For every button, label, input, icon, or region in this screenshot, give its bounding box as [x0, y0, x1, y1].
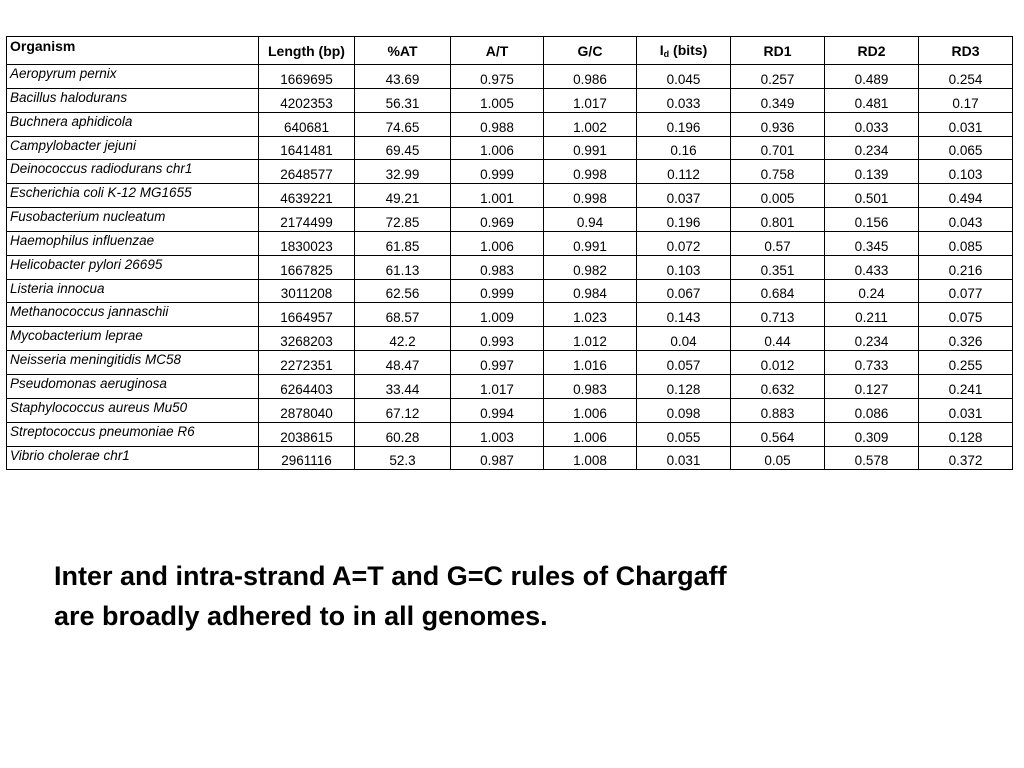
cell-rd3: 0.031 [919, 398, 1013, 422]
header-id-sub: d [663, 49, 670, 59]
header-organism: Organism [7, 37, 259, 65]
cell-rd1: 0.801 [731, 208, 825, 232]
cell-organism: Helicobacter pylori 26695 [7, 255, 259, 279]
cell-organism: Buchnera aphidicola [7, 112, 259, 136]
cell-a-t-ratio: 0.987 [451, 446, 544, 470]
caption-line-1: Inter and intra-strand A=T and G=C rules of Chargaff [54, 561, 727, 591]
cell-id-bits: 0.103 [637, 255, 731, 279]
cell-a-t-ratio: 1.006 [451, 231, 544, 255]
cell-organism: Mycobacterium leprae [7, 327, 259, 351]
cell-at-percent: 60.28 [355, 422, 451, 446]
cell-length: 2961116 [259, 446, 355, 470]
cell-rd1: 0.005 [731, 184, 825, 208]
cell-id-bits: 0.128 [637, 374, 731, 398]
cell-at-percent: 68.57 [355, 303, 451, 327]
cell-rd3: 0.065 [919, 136, 1013, 160]
header-rd1: RD1 [731, 37, 825, 65]
cell-rd1: 0.936 [731, 112, 825, 136]
cell-organism: Escherichia coli K-12 MG1655 [7, 184, 259, 208]
cell-rd2: 0.309 [825, 422, 919, 446]
cell-rd3: 0.031 [919, 112, 1013, 136]
cell-rd3: 0.085 [919, 231, 1013, 255]
cell-rd1: 0.632 [731, 374, 825, 398]
cell-a-t-ratio: 0.999 [451, 279, 544, 303]
cell-g-c-ratio: 1.002 [544, 112, 637, 136]
cell-at-percent: 42.2 [355, 327, 451, 351]
cell-at-percent: 49.21 [355, 184, 451, 208]
cell-a-t-ratio: 1.003 [451, 422, 544, 446]
table-row [7, 136, 1013, 160]
cell-length: 2174499 [259, 208, 355, 232]
cell-rd2: 0.127 [825, 374, 919, 398]
cell-length: 640681 [259, 112, 355, 136]
table-row [7, 112, 1013, 136]
header-a-t-ratio: A/T [451, 37, 544, 65]
cell-length: 4202353 [259, 88, 355, 112]
cell-organism: Pseudomonas aeruginosa [7, 374, 259, 398]
cell-g-c-ratio: 0.983 [544, 374, 637, 398]
cell-rd3: 0.043 [919, 208, 1013, 232]
cell-rd3: 0.216 [919, 255, 1013, 279]
header-g-c-ratio: G/C [544, 37, 637, 65]
header-rd2: RD2 [825, 37, 919, 65]
cell-rd3: 0.128 [919, 422, 1013, 446]
cell-id-bits: 0.16 [637, 136, 731, 160]
cell-at-percent: 61.85 [355, 231, 451, 255]
cell-id-bits: 0.112 [637, 160, 731, 184]
cell-id-bits: 0.057 [637, 351, 731, 375]
cell-rd2: 0.345 [825, 231, 919, 255]
cell-rd3: 0.103 [919, 160, 1013, 184]
cell-a-t-ratio: 0.993 [451, 327, 544, 351]
cell-at-percent: 52.3 [355, 446, 451, 470]
table-row [7, 208, 1013, 232]
cell-rd1: 0.351 [731, 255, 825, 279]
cell-rd3: 0.077 [919, 279, 1013, 303]
cell-length: 1669695 [259, 65, 355, 89]
cell-rd1: 0.883 [731, 398, 825, 422]
cell-rd2: 0.156 [825, 208, 919, 232]
cell-g-c-ratio: 0.982 [544, 255, 637, 279]
genome-statistics-table [6, 36, 1013, 470]
cell-length: 2038615 [259, 422, 355, 446]
table-row [7, 327, 1013, 351]
cell-rd3: 0.17 [919, 88, 1013, 112]
cell-organism: Aeropyrum pernix [7, 65, 259, 89]
cell-rd1: 0.564 [731, 422, 825, 446]
cell-a-t-ratio: 0.994 [451, 398, 544, 422]
cell-rd2: 0.489 [825, 65, 919, 89]
cell-rd1: 0.012 [731, 351, 825, 375]
cell-length: 1641481 [259, 136, 355, 160]
cell-length: 1664957 [259, 303, 355, 327]
cell-organism: Neisseria meningitidis MC58 [7, 351, 259, 375]
cell-organism: Vibrio cholerae chr1 [7, 446, 259, 470]
cell-length: 3011208 [259, 279, 355, 303]
cell-id-bits: 0.067 [637, 279, 731, 303]
cell-id-bits: 0.143 [637, 303, 731, 327]
cell-a-t-ratio: 0.983 [451, 255, 544, 279]
cell-length: 1667825 [259, 255, 355, 279]
cell-rd1: 0.44 [731, 327, 825, 351]
cell-organism: Deinococcus radiodurans chr1 [7, 160, 259, 184]
cell-g-c-ratio: 0.991 [544, 231, 637, 255]
cell-g-c-ratio: 0.984 [544, 279, 637, 303]
cell-at-percent: 33.44 [355, 374, 451, 398]
cell-g-c-ratio: 0.991 [544, 136, 637, 160]
cell-rd2: 0.234 [825, 136, 919, 160]
cell-rd3: 0.326 [919, 327, 1013, 351]
header-at-percent: %AT [355, 37, 451, 65]
cell-at-percent: 56.31 [355, 88, 451, 112]
cell-rd2: 0.24 [825, 279, 919, 303]
cell-g-c-ratio: 0.998 [544, 160, 637, 184]
cell-g-c-ratio: 1.006 [544, 398, 637, 422]
table-row [7, 351, 1013, 375]
genome-table-container [6, 36, 1012, 470]
cell-rd3: 0.241 [919, 374, 1013, 398]
cell-a-t-ratio: 0.997 [451, 351, 544, 375]
table-row [7, 374, 1013, 398]
cell-g-c-ratio: 0.94 [544, 208, 637, 232]
table-row [7, 231, 1013, 255]
cell-length: 2648577 [259, 160, 355, 184]
slide-caption [54, 556, 954, 636]
cell-rd2: 0.733 [825, 351, 919, 375]
table-row [7, 279, 1013, 303]
cell-rd2: 0.086 [825, 398, 919, 422]
cell-g-c-ratio: 0.986 [544, 65, 637, 89]
cell-a-t-ratio: 1.006 [451, 136, 544, 160]
cell-rd2: 0.211 [825, 303, 919, 327]
cell-at-percent: 62.56 [355, 279, 451, 303]
cell-at-percent: 69.45 [355, 136, 451, 160]
header-id-bits [637, 37, 731, 65]
cell-id-bits: 0.072 [637, 231, 731, 255]
cell-organism: Listeria innocua [7, 279, 259, 303]
header-length: Length (bp) [259, 37, 355, 65]
cell-a-t-ratio: 0.975 [451, 65, 544, 89]
cell-rd1: 0.257 [731, 65, 825, 89]
cell-length: 2878040 [259, 398, 355, 422]
cell-rd1: 0.758 [731, 160, 825, 184]
table-row [7, 184, 1013, 208]
cell-length: 2272351 [259, 351, 355, 375]
cell-length: 1830023 [259, 231, 355, 255]
cell-rd2: 0.433 [825, 255, 919, 279]
cell-rd2: 0.033 [825, 112, 919, 136]
header-id-main: I [659, 42, 664, 58]
cell-at-percent: 67.12 [355, 398, 451, 422]
table-row [7, 65, 1013, 89]
cell-rd3: 0.254 [919, 65, 1013, 89]
cell-organism: Bacillus halodurans [7, 88, 259, 112]
cell-organism: Fusobacterium nucleatum [7, 208, 259, 232]
cell-at-percent: 61.13 [355, 255, 451, 279]
cell-rd1: 0.57 [731, 231, 825, 255]
cell-id-bits: 0.033 [637, 88, 731, 112]
cell-g-c-ratio: 1.006 [544, 422, 637, 446]
cell-at-percent: 32.99 [355, 160, 451, 184]
cell-a-t-ratio: 1.005 [451, 88, 544, 112]
cell-id-bits: 0.04 [637, 327, 731, 351]
cell-organism: Haemophilus influenzae [7, 231, 259, 255]
cell-at-percent: 48.47 [355, 351, 451, 375]
cell-g-c-ratio: 1.012 [544, 327, 637, 351]
cell-g-c-ratio: 1.008 [544, 446, 637, 470]
cell-a-t-ratio: 0.969 [451, 208, 544, 232]
table-header-row [7, 37, 1013, 65]
cell-organism: Staphylococcus aureus Mu50 [7, 398, 259, 422]
table-row [7, 422, 1013, 446]
cell-length: 6264403 [259, 374, 355, 398]
cell-length: 3268203 [259, 327, 355, 351]
table-row [7, 160, 1013, 184]
cell-a-t-ratio: 0.988 [451, 112, 544, 136]
cell-rd1: 0.05 [731, 446, 825, 470]
cell-rd1: 0.349 [731, 88, 825, 112]
cell-id-bits: 0.045 [637, 65, 731, 89]
cell-id-bits: 0.196 [637, 112, 731, 136]
table-row [7, 398, 1013, 422]
cell-organism: Streptococcus pneumoniae R6 [7, 422, 259, 446]
cell-a-t-ratio: 1.001 [451, 184, 544, 208]
cell-id-bits: 0.098 [637, 398, 731, 422]
cell-rd2: 0.139 [825, 160, 919, 184]
table-row [7, 446, 1013, 470]
cell-organism: Campylobacter jejuni [7, 136, 259, 160]
cell-g-c-ratio: 0.998 [544, 184, 637, 208]
cell-organism: Methanococcus jannaschii [7, 303, 259, 327]
cell-rd2: 0.234 [825, 327, 919, 351]
caption-line-2: are broadly adhered to in all genomes. [54, 601, 548, 631]
cell-at-percent: 74.65 [355, 112, 451, 136]
cell-length: 4639221 [259, 184, 355, 208]
cell-g-c-ratio: 1.016 [544, 351, 637, 375]
cell-at-percent: 43.69 [355, 65, 451, 89]
cell-id-bits: 0.055 [637, 422, 731, 446]
cell-g-c-ratio: 1.017 [544, 88, 637, 112]
cell-id-bits: 0.196 [637, 208, 731, 232]
cell-id-bits: 0.037 [637, 184, 731, 208]
cell-rd2: 0.481 [825, 88, 919, 112]
cell-a-t-ratio: 1.009 [451, 303, 544, 327]
cell-at-percent: 72.85 [355, 208, 451, 232]
cell-rd3: 0.255 [919, 351, 1013, 375]
cell-g-c-ratio: 1.023 [544, 303, 637, 327]
cell-rd1: 0.684 [731, 279, 825, 303]
table-row [7, 88, 1013, 112]
cell-a-t-ratio: 1.017 [451, 374, 544, 398]
cell-rd2: 0.578 [825, 446, 919, 470]
cell-id-bits: 0.031 [637, 446, 731, 470]
cell-rd3: 0.372 [919, 446, 1013, 470]
cell-rd3: 0.075 [919, 303, 1013, 327]
table-row [7, 303, 1013, 327]
table-row [7, 255, 1013, 279]
cell-rd1: 0.701 [731, 136, 825, 160]
cell-rd2: 0.501 [825, 184, 919, 208]
header-rd3: RD3 [919, 37, 1013, 65]
cell-rd1: 0.713 [731, 303, 825, 327]
header-id-unit: (bits) [669, 42, 708, 58]
table-body [7, 65, 1013, 470]
cell-a-t-ratio: 0.999 [451, 160, 544, 184]
cell-rd3: 0.494 [919, 184, 1013, 208]
